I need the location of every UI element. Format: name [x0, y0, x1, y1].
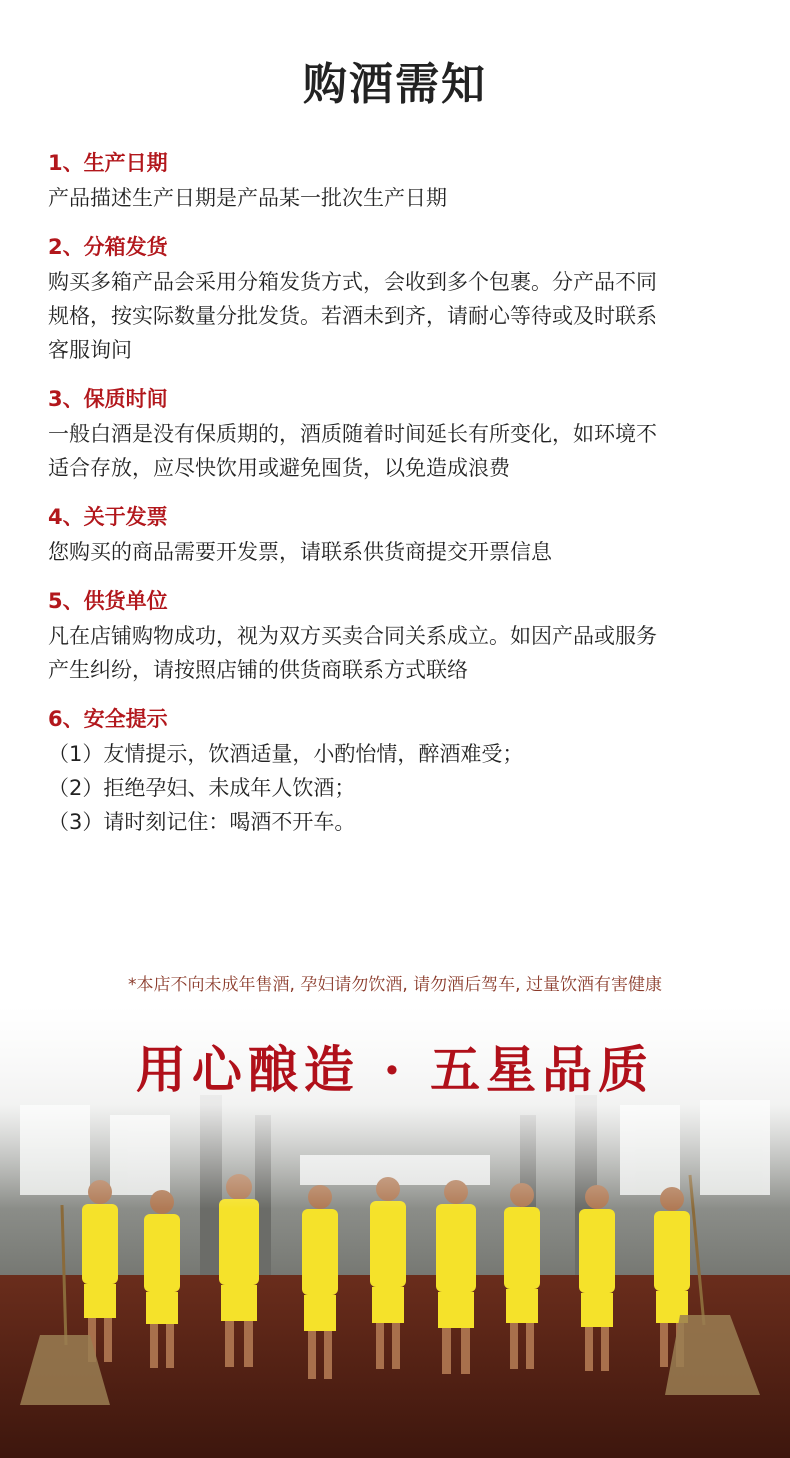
- sections-list: [48, 145, 758, 853]
- section-body: [48, 737, 758, 839]
- section-body: [48, 265, 758, 367]
- body-line: 适合存放，应尽快饮用或避免囤货，以免造成浪费: [48, 456, 510, 480]
- section-split-shipping: [48, 229, 758, 367]
- body-line: （1）友情提示，饮酒适量，小酌怡情，醉酒难受；: [48, 742, 524, 766]
- body-line: 一般白酒是没有保质期的，酒质随着时间延长有所变化，如环境不: [48, 422, 657, 446]
- section-body: [48, 181, 758, 215]
- body-line: 产生纠纷，请按照店铺的供货商联系方式联络: [48, 658, 468, 682]
- section-safety: [48, 701, 758, 839]
- section-title: 2、分箱发货: [48, 235, 168, 259]
- section-shelf-life: [48, 381, 758, 485]
- section-title: 4、关于发票: [48, 505, 168, 529]
- body-line: （3）请时刻记住：喝酒不开车。: [48, 810, 356, 834]
- body-line: 产品描述生产日期是产品某一批次生产日期: [48, 186, 447, 210]
- section-body: [48, 619, 758, 687]
- section-title: 3、保质时间: [48, 387, 168, 411]
- section-title: 6、安全提示: [48, 707, 168, 731]
- section-body: [48, 535, 758, 569]
- section-title: 5、供货单位: [48, 589, 168, 613]
- body-line: 客服询问: [48, 338, 132, 362]
- section-supplier: [48, 583, 758, 687]
- legal-notice: *本店不向未成年售酒, 孕妇请勿饮酒, 请勿酒后驾车, 过量饮酒有害健康: [128, 975, 662, 995]
- section-production-date: [48, 145, 758, 215]
- body-line: 您购买的商品需要开发票，请联系供货商提交开票信息: [48, 540, 552, 564]
- slogan-banner: 用心酿造 · 五星品质: [135, 1040, 655, 1099]
- body-line: 购买多箱产品会采用分箱发货方式，会收到多个包裹。分产品不同: [48, 270, 657, 294]
- body-line: （2）拒绝孕妇、未成年人饮酒；: [48, 776, 356, 800]
- page-title: 购酒需知: [303, 59, 487, 110]
- body-line: 凡在店铺购物成功，视为双方买卖合同关系成立。如因产品或服务: [48, 624, 657, 648]
- section-title: 1、生产日期: [48, 151, 168, 175]
- body-line: 规格，按实际数量分批发货。若酒未到齐，请耐心等待或及时联系: [48, 304, 657, 328]
- section-body: [48, 417, 758, 485]
- section-invoice: [48, 499, 758, 569]
